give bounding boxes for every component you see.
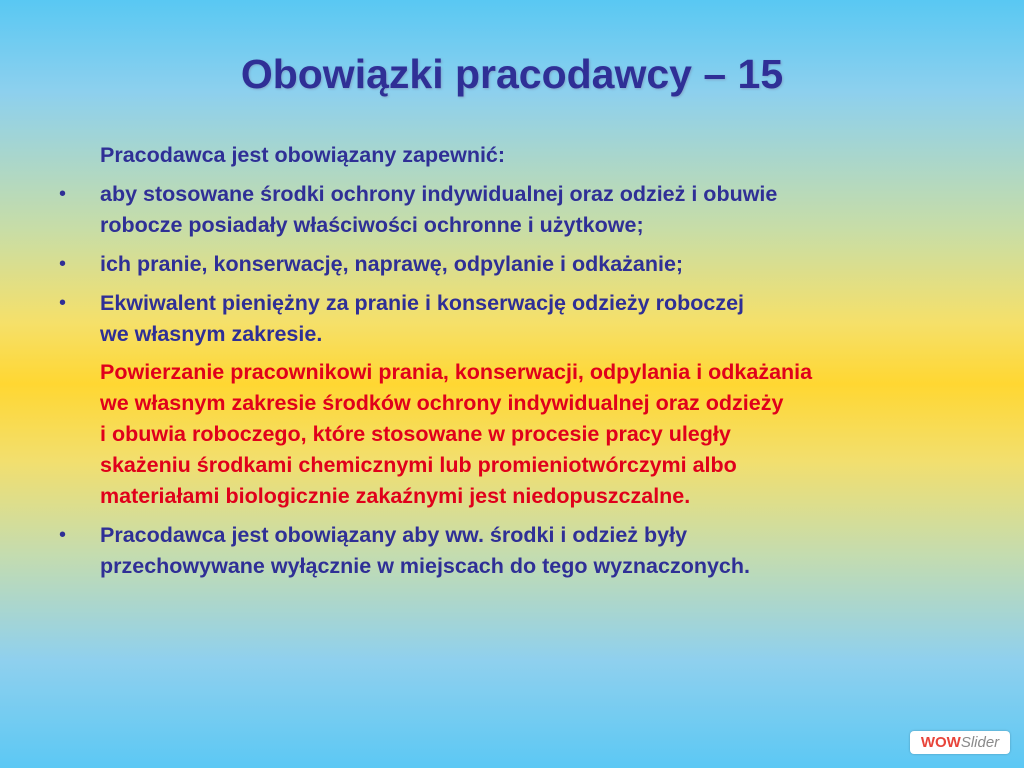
list-item — [0, 179, 1024, 241]
intro-line: Pracodawca jest obowiązany zapewnić: — [100, 143, 506, 167]
list-item-line: ich pranie, konserwację, naprawę, odpylanie i odkażanie; — [100, 252, 684, 276]
warning-line: we własnym zakresie środków ochrony indywidualnej oraz odzieży — [100, 391, 784, 415]
list-item — [0, 288, 1024, 350]
warning-line: Powierzanie pracownikowi prania, konserwacji, odpylania i odkażania — [100, 360, 813, 384]
wowslider-watermark[interactable] — [910, 731, 1010, 754]
list-item-line: we własnym zakresie. — [100, 322, 323, 346]
list-item-line: robocze posiadały właściwości ochronne i użytkowe; — [100, 213, 644, 237]
list-item-line: aby stosowane środki ochrony indywidualnej oraz odzież i obuwie — [100, 182, 778, 206]
list-item-line: przechowywane wyłącznie w miejscach do tego wyznaczonych. — [100, 554, 750, 578]
bullet-icon: • — [59, 183, 67, 205]
bullet-icon: • — [59, 524, 67, 546]
bullet-icon: • — [59, 253, 67, 275]
slide-content — [0, 140, 1024, 582]
intro-text — [0, 140, 1024, 171]
warning-line: materiałami biologicznie zakaźnymi jest niedopuszczalne. — [100, 484, 691, 508]
warning-text — [0, 357, 1024, 512]
warning-line: skażeniu środkami chemicznymi lub promieniotwórczymi albo — [100, 453, 737, 477]
watermark-slider: Slider — [960, 734, 1000, 751]
list-item — [0, 520, 1024, 582]
bullet-icon: • — [59, 292, 67, 314]
watermark-wow: WOW — [920, 734, 961, 751]
list-item — [0, 249, 1024, 280]
warning-line: i obuwia roboczego, które stosowane w procesie pracy uległy — [100, 422, 731, 446]
list-item-line: Ekwiwalent pieniężny za pranie i konserwację odzieży roboczej — [100, 291, 745, 315]
list-item-line: Pracodawca jest obowiązany aby ww. środki i odzież były — [100, 523, 688, 547]
slide-title: Obowiązki pracodawcy – 15 — [240, 51, 784, 97]
